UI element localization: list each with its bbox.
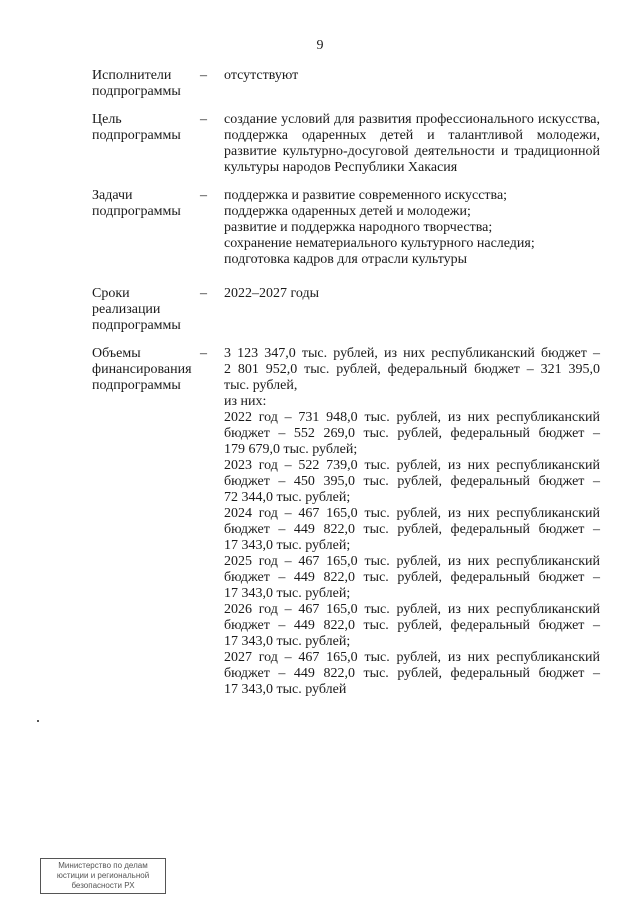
row-dash: –: [200, 286, 207, 301]
content-line: бюджет – 552 269,0 тыс. рублей, федеральный бюджет –: [224, 426, 600, 441]
content-line: поддержка одаренных детей и молодежи;: [224, 204, 471, 219]
content-line: сохранение нематериального культурного наследия;: [224, 236, 535, 251]
content-line: 17 343,0 тыс. рублей: [224, 682, 347, 697]
row-dash: –: [200, 346, 207, 361]
content-line: подготовка кадров для отрасли культуры: [224, 252, 468, 267]
label-line: подпрограммы: [92, 128, 181, 143]
content-line: тыс. рублей,: [224, 378, 298, 393]
row-label: [92, 68, 200, 100]
label-line: подпрограммы: [92, 84, 181, 99]
content-line: бюджет – 449 822,0 тыс. рублей, федеральный бюджет –: [224, 666, 600, 681]
label-line: Исполнители: [92, 68, 172, 83]
row-label: [92, 188, 200, 268]
row-dash: –: [200, 112, 207, 127]
row-goal: [92, 112, 600, 176]
content-line: 17 343,0 тыс. рублей;: [224, 538, 351, 553]
row-content: [224, 346, 600, 698]
content-line: из них:: [224, 394, 267, 409]
stamp-line: Министерство по делам: [58, 861, 148, 870]
content-line: 72 344,0 тыс. рублей;: [224, 490, 351, 505]
registration-stamp: [40, 858, 166, 894]
stamp-line: юстиции и региональной: [56, 871, 150, 880]
content-line: создание условий для развития профессионального искусства,: [224, 112, 600, 127]
content-line: 2024 год – 467 165,0 тыс. рублей, из них республиканский: [224, 506, 600, 521]
content-line: бюджет – 450 395,0 тыс. рублей, федеральный бюджет –: [224, 474, 600, 489]
content-line: 2027 год – 467 165,0 тыс. рублей, из них республиканский: [224, 650, 600, 665]
label-line: подпрограммы: [92, 204, 181, 219]
content-line: 3 123 347,0 тыс. рублей, из них республиканский бюджет –: [224, 346, 600, 361]
row-dash: –: [200, 188, 207, 203]
page-number: 9: [316, 38, 324, 53]
content-line: поддержка и развитие современного искусства;: [224, 188, 508, 203]
content-line: 17 343,0 тыс. рублей;: [224, 586, 351, 601]
row-content: [224, 112, 600, 176]
content-line: 2023 год – 522 739,0 тыс. рублей, из них республиканский: [224, 458, 600, 473]
content-line: культуры народов Республики Хакасия: [224, 160, 458, 175]
row-tasks: [92, 188, 600, 268]
content-line: бюджет – 449 822,0 тыс. рублей, федеральный бюджет –: [224, 522, 600, 537]
content-line: 2025 год – 467 165,0 тыс. рублей, из них республиканский: [224, 554, 600, 569]
row-content: [224, 188, 600, 268]
content-line: 2022 год – 731 948,0 тыс. рублей, из них республиканский: [224, 410, 600, 425]
content-line: 17 343,0 тыс. рублей;: [224, 634, 351, 649]
stamp-line: безопасности РХ: [71, 881, 135, 890]
scan-speck: [37, 720, 39, 722]
label-line: подпрограммы: [92, 318, 181, 333]
content-line: 2026 год – 467 165,0 тыс. рублей, из них республиканский: [224, 602, 600, 617]
label-line: подпрограммы: [92, 378, 181, 393]
content-line: отсутствуют: [224, 68, 299, 83]
label-line: Задачи: [92, 188, 133, 203]
row-content: [224, 68, 600, 100]
row-label: [92, 346, 200, 698]
row-dash: –: [200, 68, 207, 83]
row-funding: [92, 346, 600, 698]
content-line: развитие культурно-досуговой деятельности и традиционной: [224, 144, 600, 159]
label-line: Цель: [92, 112, 122, 127]
content-line: бюджет – 449 822,0 тыс. рублей, федеральный бюджет –: [224, 570, 600, 585]
row-terms: [92, 286, 600, 334]
label-line: финансирования: [92, 362, 192, 377]
content-line: 179 679,0 тыс. рублей;: [224, 442, 358, 457]
label-line: Объемы: [92, 346, 141, 361]
row-executors: [92, 68, 600, 100]
label-line: реализации: [92, 302, 161, 317]
content-line: развитие и поддержка народного творчества;: [224, 220, 493, 235]
row-label: [92, 112, 200, 176]
content-line: 2022–2027 годы: [224, 286, 320, 301]
content-line: бюджет – 449 822,0 тыс. рублей, федеральный бюджет –: [224, 618, 600, 633]
content-line: 2 801 952,0 тыс. рублей, федеральный бюджет – 321 395,0: [224, 362, 600, 377]
row-content: [224, 286, 600, 334]
content-line: поддержка одаренных детей и талантливой молодежи,: [224, 128, 600, 143]
label-line: Сроки: [92, 286, 130, 301]
row-label: [92, 286, 200, 334]
